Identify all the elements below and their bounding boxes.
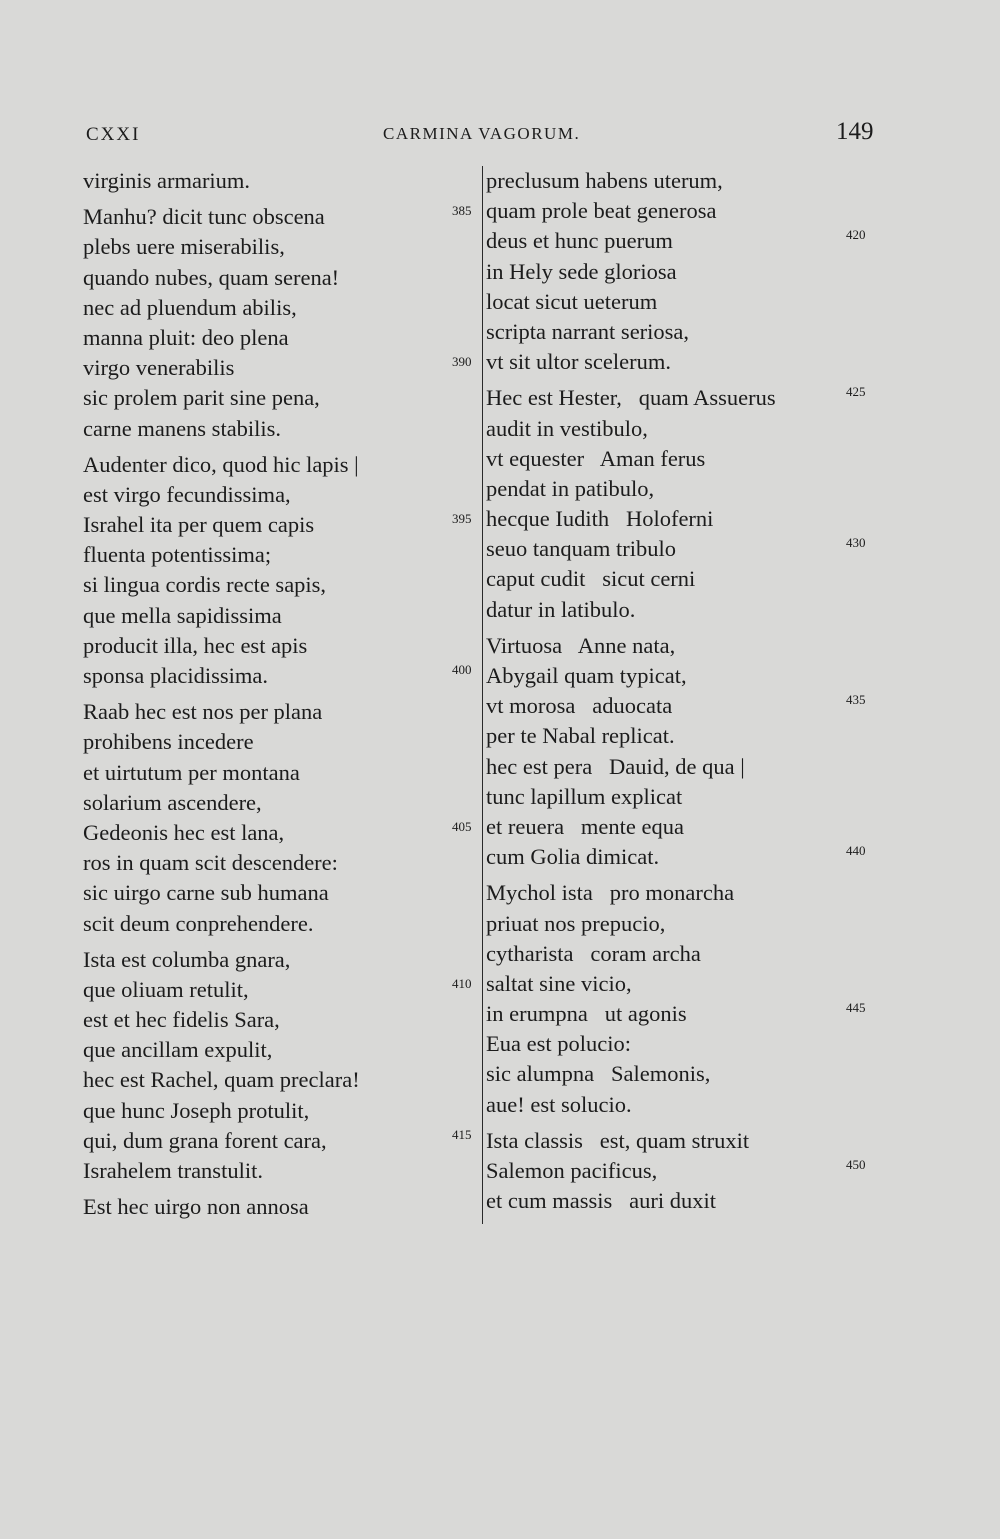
- verse-text: in erumpna ut agonis: [486, 1001, 687, 1027]
- verse-line: [80, 540, 480, 570]
- line-number: 435: [846, 692, 866, 708]
- page-number: 149: [836, 118, 874, 145]
- verse-line: [482, 564, 882, 594]
- verse-text: Manhu? dicit tunc obscena: [83, 204, 325, 230]
- stanza: [482, 878, 882, 1120]
- verse-line: [482, 317, 882, 347]
- verse-text: vt sit ultor scelerum.: [486, 349, 671, 375]
- line-number: 415: [452, 1126, 472, 1142]
- verse-text: hec est Rachel, quam preclara!: [83, 1067, 360, 1093]
- verse-line: [80, 727, 480, 757]
- verse-line: [482, 812, 882, 842]
- verse-line: [80, 1065, 480, 1095]
- verse-text: fluenta potentissima;: [83, 542, 272, 568]
- verse-line: [80, 818, 480, 848]
- verse-line: [80, 293, 480, 323]
- verse-line: [80, 848, 480, 878]
- verse-text: Salemon pacificus,: [486, 1158, 658, 1183]
- verse-line: [482, 1029, 882, 1059]
- verse-text: que oliuam retulit,: [83, 976, 249, 1002]
- chapter-number: CXXI: [86, 124, 141, 145]
- verse-line: [80, 878, 480, 908]
- verse-text: pendat in patibulo,: [486, 475, 655, 501]
- left-column: [80, 166, 480, 1222]
- verse-text: hec est pera Dauid, de qua |: [486, 753, 745, 779]
- running-header: [0, 118, 1000, 154]
- verse-line: [80, 631, 480, 661]
- verse-line: [482, 166, 882, 196]
- stanza: [80, 202, 480, 444]
- verse-line: [80, 383, 480, 413]
- right-column: [482, 166, 882, 1216]
- line-number: 440: [846, 843, 866, 859]
- verse-text: scit deum conprehendere.: [83, 910, 314, 936]
- verse-line: [80, 788, 480, 818]
- verse-line: [80, 510, 480, 540]
- verse-line: [482, 474, 882, 504]
- verse-text: Eua est polucio:: [486, 1031, 631, 1057]
- verse-line: [80, 1126, 480, 1156]
- verse-line: [482, 504, 882, 534]
- verse-text: Israhel ita per quem capis: [83, 512, 315, 538]
- verse-text: per te Nabal replicat.: [486, 723, 675, 749]
- verse-text: scripta narrant seriosa,: [486, 318, 690, 344]
- verse-text: datur in latibulo.: [486, 596, 636, 622]
- verse-text: in Hely sede gloriosa: [486, 258, 677, 284]
- verse-line: [80, 1192, 480, 1222]
- verse-line: [80, 1005, 480, 1035]
- verse-text: virgo venerabilis: [83, 355, 235, 381]
- verse-line: [482, 909, 882, 939]
- verse-text: et reuera mente equa: [486, 813, 685, 839]
- verse-line: [482, 534, 882, 564]
- verse-text: hecque Iudith Holoferni: [486, 506, 714, 532]
- stanza: [482, 383, 882, 625]
- verse-line: [482, 414, 882, 444]
- stanza: [80, 450, 480, 692]
- running-title: CARMINA VAGORUM.: [383, 124, 581, 143]
- verse-line: [482, 1090, 882, 1120]
- verse-text: quando nubes, quam serena!: [83, 264, 340, 290]
- verse-line: [482, 782, 882, 812]
- stanza: [482, 1126, 882, 1217]
- verse-line: [482, 1059, 882, 1089]
- verse-text: tunc lapillum explicat: [486, 783, 683, 809]
- verse-line: [482, 383, 882, 413]
- stanza: [80, 945, 480, 1187]
- verse-text: manna pluit: deo plena: [83, 324, 289, 350]
- stanza: [80, 1192, 480, 1222]
- verse-text: Ista classis est, quam struxit: [486, 1127, 750, 1153]
- line-number: 410: [452, 975, 472, 991]
- verse-text: sic uirgo carne sub humana: [83, 880, 329, 906]
- verse-text: si lingua cordis recte sapis,: [83, 572, 327, 598]
- verse-text: producit illa, hec est apis: [83, 632, 308, 658]
- verse-line: [482, 287, 882, 317]
- verse-line: [482, 444, 882, 474]
- verse-line: [482, 347, 882, 377]
- line-number: 385: [452, 203, 472, 219]
- verse-line: [80, 661, 480, 691]
- verse-text: Abygail quam typicat,: [486, 663, 687, 688]
- verse-line: [80, 909, 480, 939]
- verse-line: [80, 758, 480, 788]
- verse-line: [482, 226, 882, 256]
- verse-line: [482, 721, 882, 751]
- verse-text: et cum massis auri duxit: [486, 1188, 716, 1214]
- verse-line: [80, 1156, 480, 1186]
- verse-line: [80, 166, 480, 196]
- verse-text: que mella sapidissima: [83, 602, 282, 628]
- line-number: 405: [452, 818, 472, 834]
- verse-text: sponsa placidissima.: [83, 663, 268, 688]
- verse-line: [80, 480, 480, 510]
- verse-text: virginis armarium.: [83, 168, 251, 193]
- verse-text: vt equester Aman ferus: [486, 445, 706, 471]
- line-number: 450: [846, 1157, 866, 1172]
- verse-line: [482, 939, 882, 969]
- verse-text: caput cudit sicut cerni: [486, 566, 696, 592]
- verse-text: priuat nos prepucio,: [486, 910, 666, 936]
- verse-line: [80, 1096, 480, 1126]
- verse-text: vt morosa aduocata: [486, 693, 673, 719]
- verse-line: [80, 232, 480, 262]
- verse-text: est et hec fidelis Sara,: [83, 1007, 280, 1033]
- verse-text: sic alumpna Salemonis,: [486, 1061, 711, 1087]
- verse-text: Hec est Hester, quam Assuerus: [486, 385, 776, 411]
- verse-line: [482, 1186, 882, 1216]
- verse-text: plebs uere miserabilis,: [83, 234, 285, 260]
- verse-line: [482, 999, 882, 1029]
- verse-line: [80, 570, 480, 600]
- line-number: 395: [452, 511, 472, 527]
- verse-text: ros in quam scit descendere:: [83, 850, 338, 876]
- stanza: [80, 697, 480, 939]
- verse-line: [80, 202, 480, 232]
- verse-text: que hunc Joseph protulit,: [83, 1097, 310, 1123]
- stanza: [482, 166, 882, 377]
- line-number: 390: [452, 354, 472, 370]
- verse-line: [482, 1126, 882, 1156]
- verse-text: carne manens stabilis.: [83, 415, 282, 441]
- verse-line: [80, 450, 480, 480]
- verse-text: sic prolem parit sine pena,: [83, 385, 320, 411]
- verse-line: [482, 257, 882, 287]
- verse-line: [80, 414, 480, 444]
- verse-line: [80, 697, 480, 727]
- verse-line: [482, 752, 882, 782]
- verse-line: [482, 691, 882, 721]
- verse-text: solarium ascendere,: [83, 789, 262, 815]
- verse-text: cum Golia dimicat.: [486, 844, 660, 870]
- verse-text: est virgo fecundissima,: [83, 481, 291, 507]
- verse-text: Virtuosa Anne nata,: [486, 632, 676, 658]
- verse-line: [482, 1156, 882, 1186]
- line-number: 420: [846, 227, 866, 243]
- verse-text: preclusum habens uterum,: [486, 168, 723, 193]
- verse-text: seuo tanquam tribulo: [486, 536, 676, 562]
- verse-line: [80, 945, 480, 975]
- line-number: 400: [452, 662, 472, 677]
- verse-text: Ista est columba gnara,: [83, 946, 291, 972]
- verse-line: [80, 353, 480, 383]
- verse-line: [80, 263, 480, 293]
- verse-line: [80, 601, 480, 631]
- verse-line: [482, 196, 882, 226]
- verse-text: qui, dum grana forent cara,: [83, 1127, 327, 1153]
- verse-line: [80, 323, 480, 353]
- verse-text: deus et hunc puerum: [486, 228, 673, 254]
- verse-text: Audenter dico, quod hic lapis |: [83, 451, 359, 477]
- verse-text: locat sicut ueterum: [486, 288, 658, 314]
- verse-line: [482, 842, 882, 872]
- verse-text: Gedeonis hec est lana,: [83, 819, 285, 845]
- line-number: 425: [846, 384, 866, 400]
- verse-text: Est hec uirgo non annosa: [83, 1194, 309, 1220]
- verse-line: [482, 661, 882, 691]
- verse-line: [482, 631, 882, 661]
- verse-text: que ancillam expulit,: [83, 1037, 273, 1063]
- verse-text: Raab hec est nos per plana: [83, 699, 323, 725]
- verse-text: Mychol ista pro monarcha: [486, 880, 735, 906]
- verse-line: [482, 595, 882, 625]
- verse-text: prohibens incedere: [83, 729, 254, 755]
- line-number: 430: [846, 535, 866, 551]
- verse-text: audit in vestibulo,: [486, 415, 648, 441]
- verse-line: [482, 878, 882, 908]
- verse-text: aue! est solucio.: [486, 1091, 632, 1117]
- verse-text: et uirtutum per montana: [83, 759, 300, 785]
- verse-text: cytharista coram archa: [486, 940, 701, 966]
- line-number: 445: [846, 1000, 866, 1016]
- verse-text: quam prole beat generosa: [486, 198, 717, 224]
- verse-text: saltat sine vicio,: [486, 970, 632, 996]
- verse-text: nec ad pluendum abilis,: [83, 294, 297, 320]
- verse-line: [80, 1035, 480, 1065]
- stanza: [80, 166, 480, 196]
- verse-line: [80, 975, 480, 1005]
- verse-text: Israhelem transtulit.: [83, 1158, 263, 1183]
- verse-line: [482, 969, 882, 999]
- stanza: [482, 631, 882, 873]
